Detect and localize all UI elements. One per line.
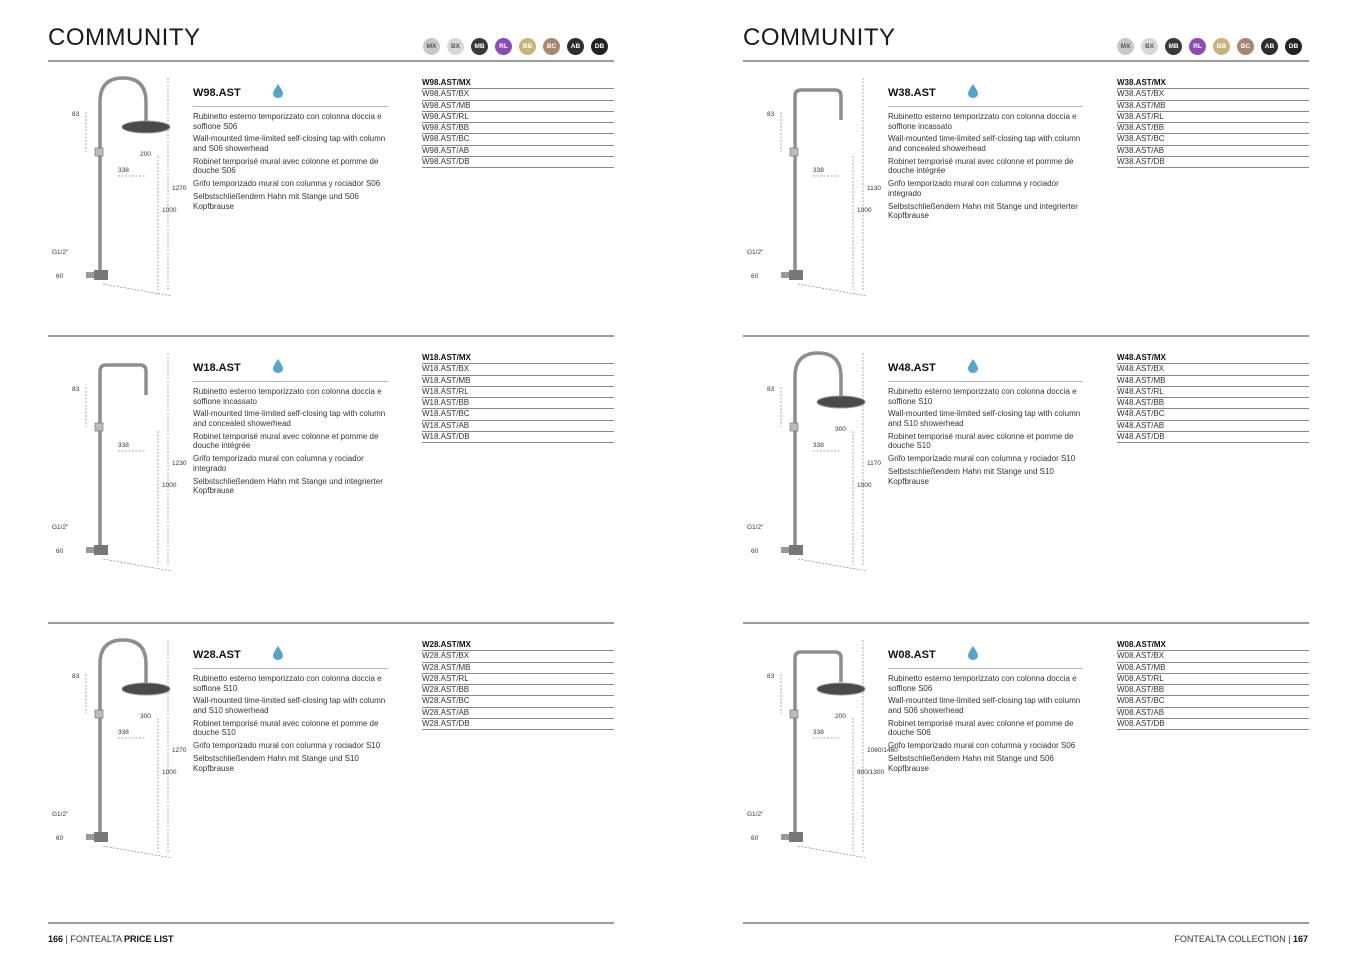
technical-drawing [48, 634, 188, 874]
dim-label-e: 1000 [162, 769, 177, 776]
description-line: Grifo temporizado mural con columna y rociador S10 [888, 454, 1076, 464]
dim-label-g: 60 [751, 835, 759, 842]
showerhead [817, 683, 865, 695]
inlet-nut [86, 547, 94, 553]
finish-swatch-mx: MX [423, 38, 440, 55]
technical-drawing [743, 72, 883, 312]
variant-code: W38.AST/BX [1117, 89, 1309, 100]
dim-label-f: G1/2" [52, 524, 69, 531]
description-line: Rubinetto esterno temporizzato con colonna doccia e soffione incassato [193, 387, 382, 406]
variant-code: W18.AST/DB [422, 432, 614, 443]
finish-swatch-rl: RL [495, 38, 512, 55]
product-info [888, 359, 1083, 489]
product-code: W28.AST [193, 649, 241, 661]
product-code: W48.AST [888, 362, 936, 374]
variant-code: W08.AST/BC [1117, 696, 1309, 707]
water-drop-icon [273, 359, 283, 373]
finish-swatch-bb: BB [1213, 38, 1230, 55]
dim-label-a: 83 [72, 386, 80, 393]
product-description [888, 112, 1083, 221]
variant-code: W18.AST/BC [422, 409, 614, 420]
description-line: Grifo temporizado mural con columna y rociador integrado [888, 179, 1059, 198]
finish-swatch-rl: RL [1189, 38, 1206, 55]
water-drop-icon [273, 646, 283, 660]
dim-label-g: 60 [56, 273, 64, 280]
dim-label-f: G1/2" [747, 811, 764, 818]
product-description [888, 387, 1083, 486]
variant-code: W38.AST/BB [1117, 123, 1309, 134]
variant-code: W38.AST/MX [1117, 78, 1309, 89]
dim-label-c: 338 [813, 729, 824, 736]
dim-label-b: 200 [140, 151, 151, 158]
dim-label-d: 1130 [867, 185, 881, 192]
description-line: Wall-mounted time-limited self-closing tap with column and concealed showerhead [193, 409, 386, 428]
product-code: W08.AST [888, 649, 936, 661]
description-line: Robinet temporisé mural avec colonne et pomme de douche S06 [888, 718, 1074, 738]
product-rule [193, 381, 388, 382]
dim-label-c: 338 [813, 442, 824, 449]
description-line: Rubinetto esterno temporizzato con colonna doccia e soffione incassato [888, 112, 1077, 131]
variant-code: W48.AST/BC [1117, 409, 1309, 420]
dim-label-a: 83 [767, 673, 775, 680]
dim-label-f: G1/2" [747, 249, 764, 256]
description-line: Wall-mounted time-limited self-closing tap with column and S10 showerhead [888, 409, 1081, 428]
technical-drawing [743, 347, 883, 587]
description-line: Robinet temporisé mural avec colonne et pomme de douche S06 [193, 156, 379, 176]
technical-drawing [743, 634, 898, 874]
finish-swatches [423, 38, 608, 55]
finish-swatches [1117, 38, 1302, 55]
variant-code: W48.AST/BB [1117, 398, 1309, 409]
product-section [743, 622, 1309, 897]
variant-code: W98.AST/MB [422, 101, 614, 112]
section-divider [48, 335, 614, 337]
product-description [888, 674, 1083, 773]
variant-code: W08.AST/AB [1117, 708, 1309, 719]
dim-label-a: 83 [767, 111, 775, 118]
variant-code: W38.AST/MB [1117, 101, 1309, 112]
variant-list [1117, 353, 1309, 443]
variant-code: W08.AST/RL [1117, 674, 1309, 685]
product-section [48, 335, 614, 610]
variant-code: W28.AST/MX [422, 640, 614, 651]
description-line: Robinet temporisé mural avec colonne et pomme de douche S10 [193, 718, 379, 738]
technical-drawing [48, 347, 188, 587]
page-number: 167 [1292, 934, 1308, 944]
variant-code: W18.AST/RL [422, 387, 614, 398]
variant-code: W18.AST/MX [422, 353, 614, 364]
inlet-nut [781, 272, 789, 278]
product-code: W38.AST [888, 87, 936, 99]
variant-code: W08.AST/BX [1117, 651, 1309, 662]
dim-label-b: 300 [140, 713, 151, 720]
variant-code: W18.AST/AB [422, 421, 614, 432]
variant-code: W48.AST/MX [1117, 353, 1309, 364]
variant-code: W98.AST/RL [422, 112, 614, 123]
product-section [48, 622, 614, 897]
product-section [48, 60, 614, 335]
right-page [678, 0, 1356, 959]
wall-fitting [789, 832, 803, 842]
description-line: Robinet temporisé mural avec colonne et pomme de douche S10 [888, 431, 1074, 451]
product-rule [193, 668, 388, 669]
footer-brand: FONTEALTA COLLECTION | [1174, 934, 1293, 944]
gooseneck-arm [100, 78, 146, 124]
finish-swatch-mb: MB [471, 38, 488, 55]
dim-label-g: 60 [56, 548, 64, 555]
dim-line-floor [103, 846, 172, 858]
finish-swatch-db: DB [591, 38, 608, 55]
product-info [888, 646, 1083, 776]
section-divider [48, 622, 614, 624]
section-divider [743, 622, 1309, 624]
dim-label-f: G1/2" [52, 249, 69, 256]
product-description [193, 387, 388, 496]
description-line: Rubinetto esterno temporizzato con colonna doccia e soffione S06 [888, 674, 1077, 693]
product-info [888, 84, 1083, 224]
variant-code: W38.AST/DB [1117, 157, 1309, 168]
product-rule [888, 668, 1083, 669]
description-line: Grifo temporizado mural con columna y rociador integrado [193, 454, 364, 473]
elbow-arm [100, 365, 146, 395]
variant-list [1117, 640, 1309, 730]
variant-code: W48.AST/AB [1117, 421, 1309, 432]
dim-label-e: 900/1300 [857, 769, 885, 776]
dim-line-floor [798, 284, 867, 296]
elbow-arm [795, 652, 841, 682]
finish-swatch-bx: BX [1141, 38, 1158, 55]
gooseneck-arm [100, 640, 146, 686]
water-drop-icon [968, 646, 978, 660]
dim-label-e: 1000 [857, 482, 872, 489]
water-drop-icon [273, 84, 283, 98]
valve-body [95, 148, 103, 156]
description-line: Grifo temporizado mural con columna y rociador S06 [193, 179, 381, 189]
dim-line-floor [103, 284, 172, 296]
variant-code: W08.AST/DB [1117, 719, 1309, 730]
finish-swatch-bb: BB [519, 38, 536, 55]
variant-code: W38.AST/RL [1117, 112, 1309, 123]
variant-code: W18.AST/BB [422, 398, 614, 409]
variant-code: W98.AST/MX [422, 78, 614, 89]
variant-code: W28.AST/MB [422, 663, 614, 674]
product-rule [888, 381, 1083, 382]
dim-label-d: 1060/1460 [867, 747, 898, 754]
inlet-nut [781, 834, 789, 840]
description-line: Robinet temporisé mural avec colonne et pomme de douche intégrée [888, 156, 1074, 176]
variant-code: W38.AST/AB [1117, 146, 1309, 157]
dim-label-c: 338 [813, 167, 824, 174]
product-description [193, 674, 388, 773]
dim-label-b: 300 [835, 426, 846, 433]
dim-label-c: 338 [118, 167, 129, 174]
finish-swatch-bc: BC [1237, 38, 1254, 55]
page-title: COMMUNITY [743, 24, 896, 51]
variant-code: W48.AST/RL [1117, 387, 1309, 398]
variant-code: W98.AST/BB [422, 123, 614, 134]
dim-label-g: 60 [751, 548, 759, 555]
dim-label-e: 1000 [162, 482, 177, 489]
variant-code: W08.AST/MB [1117, 663, 1309, 674]
gooseneck-arm [795, 353, 841, 399]
description-line: Robinet temporisé mural avec colonne et pomme de douche intégrée [193, 431, 379, 451]
inlet-nut [781, 547, 789, 553]
wall-fitting [94, 270, 108, 280]
dim-label-c: 338 [118, 729, 129, 736]
valve-body [95, 710, 103, 718]
showerhead [122, 121, 170, 133]
variant-code: W18.AST/MB [422, 376, 614, 387]
finish-swatch-bc: BC [543, 38, 560, 55]
finish-swatch-bx: BX [447, 38, 464, 55]
description-line: Rubinetto esterno temporizzato con colonna doccia e soffione S10 [888, 387, 1077, 406]
variant-code: W28.AST/RL [422, 674, 614, 685]
description-line: Selbstschließendem Hahn mit Stange und S10 Kopfbrause [193, 753, 359, 773]
page-footer [1174, 934, 1308, 944]
description-line: Wall-mounted time-limited self-closing tap with column and S06 showerhead [193, 134, 386, 153]
variant-code: W98.AST/BX [422, 89, 614, 100]
finish-swatch-mx: MX [1117, 38, 1134, 55]
variant-list [422, 353, 614, 443]
footer-brand: | FONTEALTA [63, 934, 125, 944]
variant-code: W28.AST/DB [422, 719, 614, 730]
variant-code: W08.AST/MX [1117, 640, 1309, 651]
dim-label-g: 60 [751, 273, 759, 280]
description-line: Wall-mounted time-limited self-closing tap with column and concealed showerhead [888, 134, 1081, 153]
description-line: Selbstschließendem Hahn mit Stange und S10 Kopfbrause [888, 466, 1054, 486]
wall-fitting [789, 270, 803, 280]
water-drop-icon [968, 84, 978, 98]
description-line: Wall-mounted time-limited self-closing tap with column and S06 showerhead [888, 696, 1081, 715]
dim-line-floor [103, 559, 172, 571]
dim-label-a: 83 [767, 386, 775, 393]
variant-code: W38.AST/BC [1117, 134, 1309, 145]
footer-divider [743, 922, 1309, 924]
finish-swatch-ab: AB [567, 38, 584, 55]
footer-divider [48, 922, 614, 924]
valve-body [790, 423, 798, 431]
variant-code: W18.AST/BX [422, 364, 614, 375]
dim-line-floor [798, 559, 867, 571]
elbow-arm [795, 90, 841, 120]
description-line: Rubinetto esterno temporizzato con colonna doccia e soffione S06 [193, 112, 382, 131]
dim-label-b: 200 [835, 713, 846, 720]
description-line: Rubinetto esterno temporizzato con colonna doccia e soffione S10 [193, 674, 382, 693]
dim-label-d: 1230 [172, 460, 187, 467]
inlet-nut [86, 834, 94, 840]
product-info [193, 84, 388, 214]
variant-code: W28.AST/BX [422, 651, 614, 662]
description-line: Selbstschließendem Hahn mit Stange und integrierter Kopfbrause [193, 476, 383, 496]
variant-code: W28.AST/BB [422, 685, 614, 696]
valve-body [95, 423, 103, 431]
variant-code: W98.AST/BC [422, 134, 614, 145]
dim-label-d: 1270 [172, 747, 187, 754]
wall-fitting [94, 545, 108, 555]
product-code: W98.AST [193, 87, 241, 99]
dim-label-f: G1/2" [747, 524, 764, 531]
description-line: Grifo temporizado mural con columna y rociador S06 [888, 741, 1076, 751]
footer-section: PRICE LIST [124, 934, 174, 944]
variant-code: W48.AST/DB [1117, 432, 1309, 443]
finish-swatch-ab: AB [1261, 38, 1278, 55]
dim-label-d: 1170 [867, 460, 881, 467]
wall-fitting [94, 832, 108, 842]
water-drop-icon [968, 359, 978, 373]
variant-code: W48.AST/BX [1117, 364, 1309, 375]
product-code: W18.AST [193, 362, 241, 374]
description-line: Selbstschließendem Hahn mit Stange und S06 Kopfbrause [888, 753, 1054, 773]
dim-label-e: 1000 [857, 207, 872, 214]
description-line: Selbstschließendem Hahn mit Stange und integrierter Kopfbrause [888, 201, 1078, 221]
product-description [193, 112, 388, 211]
product-rule [888, 106, 1083, 107]
variant-list [422, 640, 614, 730]
section-divider [743, 335, 1309, 337]
description-line: Selbstschließendem Hahn mit Stange und S06 Kopfbrause [193, 191, 359, 211]
finish-swatch-db: DB [1285, 38, 1302, 55]
page-number: 166 [48, 934, 64, 944]
page-footer [48, 934, 174, 944]
dim-label-a: 83 [72, 673, 80, 680]
product-rule [193, 106, 388, 107]
product-section [743, 60, 1309, 335]
dim-label-e: 1000 [162, 207, 177, 214]
valve-body [790, 710, 798, 718]
variant-code: W98.AST/DB [422, 157, 614, 168]
inlet-nut [86, 272, 94, 278]
dim-line-floor [798, 846, 867, 858]
dim-label-g: 60 [56, 835, 64, 842]
dim-label-d: 1270 [172, 185, 187, 192]
wall-fitting [789, 545, 803, 555]
page-title: COMMUNITY [48, 24, 201, 51]
product-info [193, 646, 388, 776]
variant-code: W08.AST/BB [1117, 685, 1309, 696]
valve-body [790, 148, 798, 156]
variant-code: W28.AST/BC [422, 696, 614, 707]
finish-swatch-mb: MB [1165, 38, 1182, 55]
variant-code: W28.AST/AB [422, 708, 614, 719]
showerhead [817, 396, 865, 408]
technical-drawing [48, 72, 188, 312]
variant-code: W48.AST/MB [1117, 376, 1309, 387]
variant-code: W98.AST/AB [422, 146, 614, 157]
variant-list [1117, 78, 1309, 168]
description-line: Grifo temporizado mural con columna y rociador S10 [193, 741, 381, 751]
dim-label-a: 83 [72, 111, 80, 118]
description-line: Wall-mounted time-limited self-closing tap with column and S10 showerhead [193, 696, 386, 715]
dim-label-c: 338 [118, 442, 129, 449]
dim-label-f: G1/2" [52, 811, 69, 818]
product-info [193, 359, 388, 499]
variant-list [422, 78, 614, 168]
product-section [743, 335, 1309, 610]
showerhead [122, 683, 170, 695]
